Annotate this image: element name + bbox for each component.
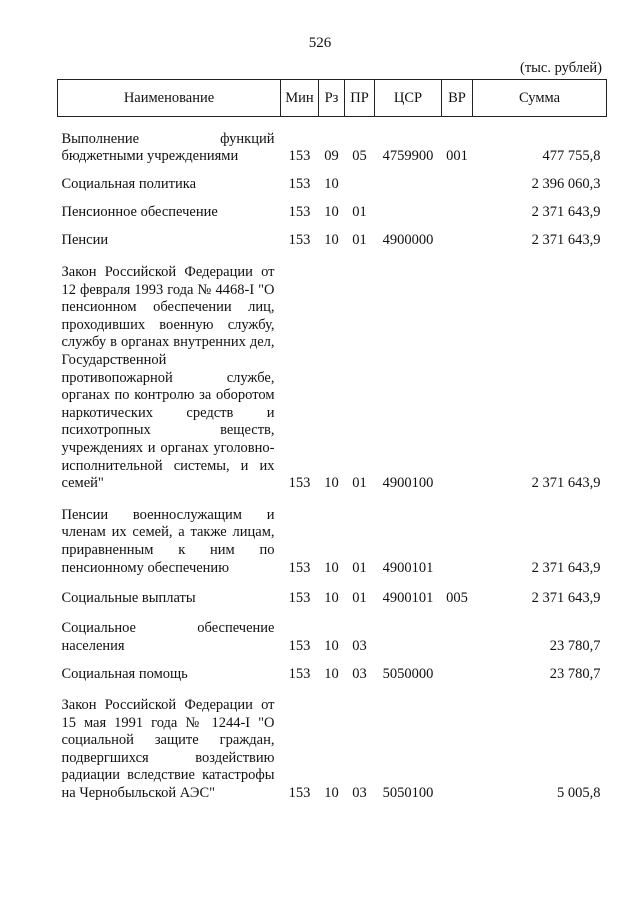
table-row — [58, 254, 607, 497]
cell-pr: 01 — [352, 204, 367, 221]
cell-pr — [345, 170, 375, 198]
cell-sum: 23 780,7 — [549, 637, 601, 654]
cell-vr — [442, 659, 473, 687]
cell-rz: 10 — [324, 176, 339, 193]
cell-sum: 5 005,8 — [557, 785, 601, 802]
cell-name: Социальные выплаты — [61, 589, 196, 606]
header-pr: ПР — [345, 80, 375, 117]
cell-pr: 05 — [352, 148, 367, 165]
cell-csr — [375, 198, 442, 226]
cell-pr: 01 — [352, 475, 367, 492]
cell-csr: 4900100 — [382, 475, 434, 492]
cell-name: Социальная помощь — [61, 665, 188, 682]
cell-rz: 09 — [324, 148, 339, 165]
cell-vr — [442, 226, 473, 254]
table-row — [58, 611, 607, 659]
cell-min: 153 — [288, 559, 311, 576]
table-row — [58, 226, 607, 254]
cell-sum: 2 371 643,9 — [531, 559, 601, 576]
cell-csr: 4900000 — [382, 232, 434, 249]
cell-sum: 2 396 060,3 — [531, 176, 601, 193]
cell-rz: 10 — [324, 665, 339, 682]
cell-name: Закон Российской Федерации от 15 мая 1991 года № 1244-I "О социальной защите граждан, подвергшихся воздействию радиации вследствие катастрофы на Чернобыльской АЭС" — [61, 697, 275, 802]
cell-vr — [442, 170, 473, 198]
cell-rz: 10 — [324, 204, 339, 221]
cell-vr: 005 — [446, 589, 468, 606]
cell-vr — [442, 611, 473, 659]
header-vr: ВР — [442, 80, 473, 117]
cell-sum: 23 780,7 — [549, 665, 601, 682]
cell-pr: 01 — [352, 232, 367, 249]
cell-sum: 2 371 643,9 — [531, 475, 601, 492]
cell-csr: 5050100 — [382, 785, 434, 802]
cell-vr — [442, 254, 473, 497]
cell-csr: 5050000 — [382, 665, 434, 682]
cell-min: 153 — [288, 176, 311, 193]
cell-csr — [375, 611, 442, 659]
table-row — [58, 126, 607, 170]
cell-vr — [442, 198, 473, 226]
cell-csr: 4900101 — [382, 589, 434, 606]
cell-name: Социальная политика — [61, 176, 197, 193]
cell-name: Закон Российской Федерации от 12 февраля 1993 года № 4468-I "О пенсионном обеспечении лиц, проходивших военную службу, службу в органах внутренних дел, Государственной противопожарной службе, органах по контролю за оборотом наркотических средств и психотропных веществ, учреждениях и органах уголовно-исполнительной системы, и их семей" — [61, 264, 275, 492]
cell-vr — [442, 687, 473, 807]
cell-name: Социальное обеспечение населения — [61, 619, 275, 654]
cell-name: Пенсионное обеспечение — [61, 204, 218, 221]
cell-name: Пенсии — [61, 232, 109, 249]
table-row — [58, 497, 607, 581]
table-row — [58, 198, 607, 226]
cell-csr: 4900101 — [382, 559, 434, 576]
cell-pr: 03 — [352, 785, 367, 802]
cell-pr: 01 — [352, 589, 367, 606]
cell-sum: 2 371 643,9 — [531, 589, 601, 606]
cell-min: 153 — [288, 232, 311, 249]
cell-pr: 03 — [352, 637, 367, 654]
cell-min: 153 — [288, 148, 311, 165]
cell-min: 153 — [288, 475, 311, 492]
table-row — [58, 687, 607, 807]
cell-csr — [375, 170, 442, 198]
cell-name: Пенсии военнослужащим и членам их семей, а также лицам, приравненным к ним по пенсионному обеспечению — [61, 506, 275, 576]
cell-pr: 03 — [352, 665, 367, 682]
table-row — [58, 659, 607, 687]
header-rz: Рз — [319, 80, 345, 117]
cell-rz: 10 — [324, 232, 339, 249]
table-header-row — [58, 80, 607, 117]
cell-min: 153 — [288, 665, 311, 682]
cell-min: 153 — [288, 589, 311, 606]
header-min: Мин — [281, 80, 319, 117]
cell-pr: 01 — [352, 559, 367, 576]
cell-min: 153 — [288, 785, 311, 802]
cell-vr — [442, 497, 473, 581]
cell-rz: 10 — [324, 475, 339, 492]
cell-min: 153 — [288, 204, 311, 221]
table-row — [58, 581, 607, 611]
cell-sum: 477 755,8 — [542, 148, 601, 165]
cell-sum: 2 371 643,9 — [531, 204, 601, 221]
cell-name: Выполнение функций бюджетными учреждениями — [61, 130, 275, 165]
cell-rz: 10 — [324, 559, 339, 576]
table-row — [58, 170, 607, 198]
cell-rz: 10 — [324, 637, 339, 654]
header-sum: Сумма — [473, 80, 607, 117]
header-csr: ЦСР — [375, 80, 442, 117]
cell-csr: 4759900 — [382, 148, 434, 165]
cell-rz: 10 — [324, 785, 339, 802]
cell-sum: 2 371 643,9 — [531, 232, 601, 249]
cell-min: 153 — [288, 637, 311, 654]
cell-vr: 001 — [446, 148, 468, 165]
units-label: (тыс. рублей) — [520, 60, 602, 76]
page-number: 526 — [308, 35, 332, 51]
cell-rz: 10 — [324, 589, 339, 606]
header-name: Наименование — [58, 80, 281, 117]
spacer-row — [58, 117, 607, 127]
budget-table — [57, 79, 607, 807]
